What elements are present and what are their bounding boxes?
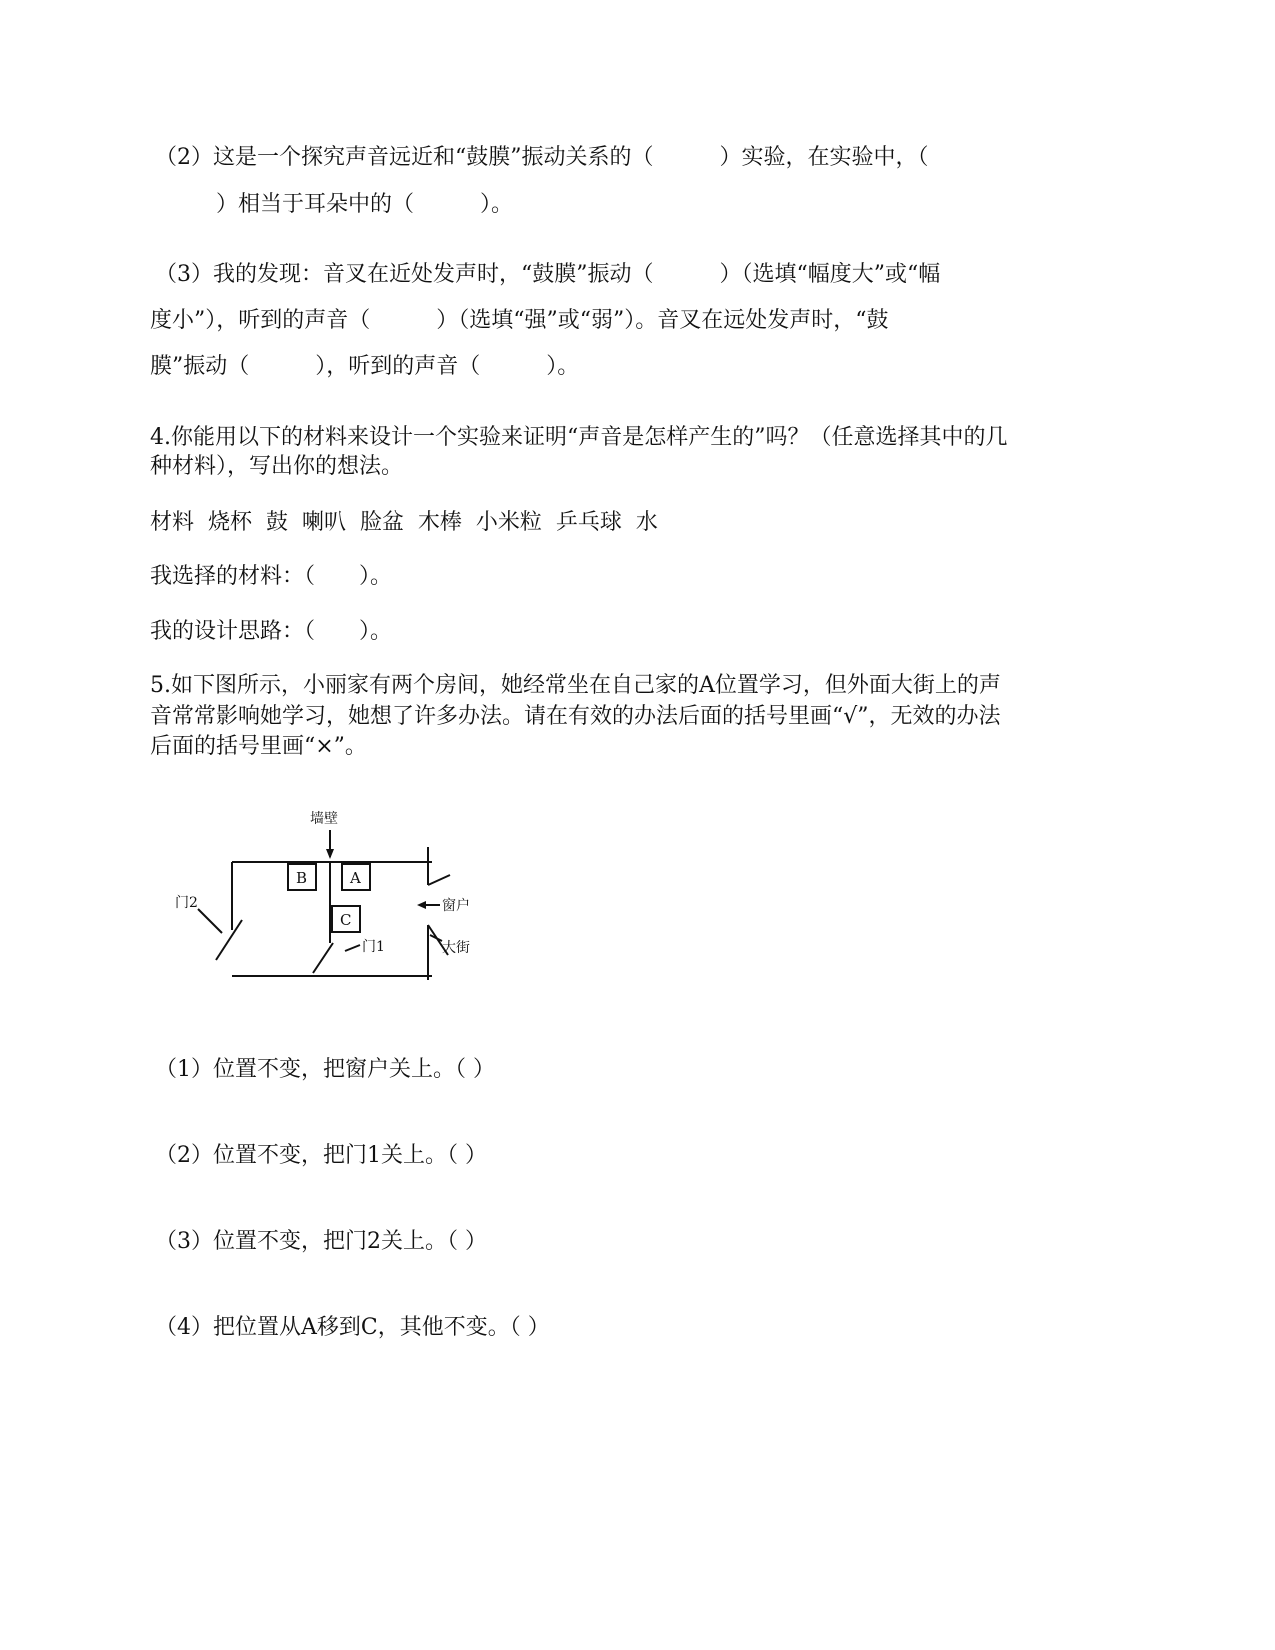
q3-part2-line1: （2）这是一个探究声音远近和“鼓膜”振动关系的（ ）实验，在实验中，（: [155, 145, 929, 170]
q3-part3-line2: 度小”），听到的声音（ ）（选填“强”或“弱”）。音叉在远处发声时，“鼓: [150, 308, 889, 333]
q4-prompt-line1: 4.你能用以下的材料来设计一个实验来证明“声音是怎样产生的”吗？（任意选择其中的几: [150, 425, 1008, 450]
door1-label: 门1: [362, 939, 385, 955]
q5-option-2: （2）位置不变，把门1关上。（ ）: [155, 1143, 487, 1168]
wall-label: 墙壁: [310, 811, 338, 827]
q5-option-4: （4）把位置从A移到C，其他不变。（ ）: [155, 1315, 550, 1340]
box-b-label: B: [296, 869, 308, 887]
door2-label: 门2: [175, 895, 198, 911]
q5-prompt-line2: 音常常影响她学习，她想了许多办法。请在有效的办法后面的括号里画“√”，无效的办法: [150, 704, 1001, 729]
q3-part3-line1: （3）我的发现：音叉在近处发声时，“鼓膜”振动（ ）（选填“幅度大”或“幅: [155, 262, 941, 287]
q5-prompt-line1: 5.如下图所示，小丽家有两个房间，她经常坐在自己家的A位置学习，但外面大街上的声: [150, 673, 1001, 698]
q4-prompt-line2: 种材料），写出你的想法。: [150, 454, 404, 479]
q5-option-1: （1）位置不变，把窗户关上。（ ）: [155, 1057, 495, 1082]
q5-option-3: （3）位置不变，把门2关上。（ ）: [155, 1229, 487, 1254]
q4-materials-list: 材料 烧杯 鼓 喇叭 脸盆 木棒 小米粒 乒乓球 水: [150, 510, 658, 535]
window-label: 窗户: [442, 898, 470, 914]
box-c-label: C: [340, 911, 352, 929]
box-a-label: A: [350, 869, 361, 887]
q4-chosen-materials: 我选择的材料：（ ）。: [150, 564, 393, 589]
wall-arrow-head: [326, 849, 334, 859]
street-label: 大街: [442, 940, 470, 956]
floor-plan-diagram: [170, 811, 530, 1040]
window-arrow-head: [417, 901, 426, 909]
q5-prompt-line3: 后面的括号里画“×”。: [150, 734, 367, 759]
q3-part2-line2: ）相当于耳朵中的（ ）。: [150, 192, 514, 217]
q4-design-idea: 我的设计思路：（ ）。: [150, 619, 393, 644]
q3-part3-line3: 膜”振动（ ），听到的声音（ ）。: [150, 354, 580, 379]
